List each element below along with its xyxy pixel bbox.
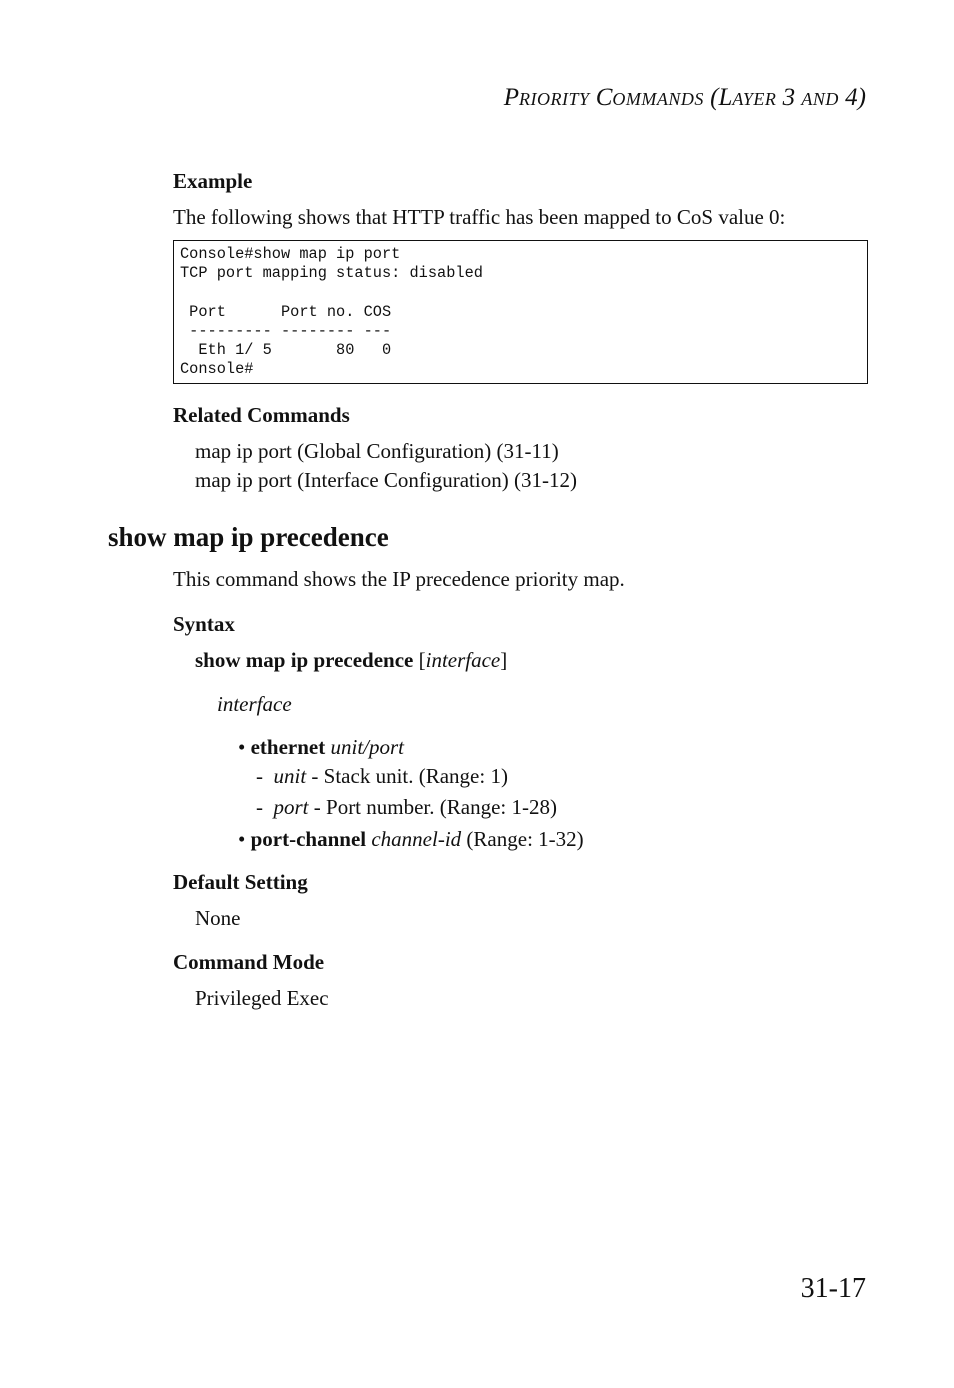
- header-word: RIORITY: [518, 89, 590, 109]
- sub-item-desc: - Stack unit. (Range: 1): [306, 764, 508, 788]
- section-title: show map ip precedence: [108, 522, 389, 552]
- code-example: [173, 240, 868, 384]
- related-command-item: map ip port (Interface Configuration) (31-12): [195, 468, 577, 492]
- header-word: P: [503, 84, 519, 111]
- header-word: 4): [845, 84, 866, 111]
- bullet-ethernet: [238, 735, 404, 760]
- example-heading: Example: [173, 169, 253, 193]
- ethernet-keyword: ethernet: [250, 735, 326, 759]
- related-command-item: map ip port (Global Configuration) (31-11): [195, 439, 559, 463]
- running-header: [504, 84, 866, 112]
- sub-item-port: [256, 795, 557, 820]
- port-channel-range: (Range: 1-32): [466, 827, 584, 851]
- dash-mark: -: [256, 764, 263, 788]
- syntax-command: show map ip precedence: [195, 648, 414, 672]
- header-word: OMMANDS: [612, 89, 704, 109]
- dash-mark: -: [256, 795, 263, 819]
- bullet-mark: •: [238, 735, 246, 759]
- default-setting-heading: Default Setting: [173, 870, 308, 894]
- ethernet-args: unit/port: [330, 735, 405, 759]
- port-channel-arg: channel-id: [371, 827, 462, 851]
- code-text: Console#show map ip port TCP port mapping status: disabled Port Port no. COS --------- -------- --- Eth 1/ 5 80 0 Console#: [180, 245, 483, 379]
- header-word: AYER: [732, 89, 777, 109]
- param-label: interface: [217, 692, 292, 716]
- port-channel-keyword: port-channel: [250, 827, 367, 851]
- syntax-line: [195, 648, 507, 673]
- related-commands-heading: Related Commands: [173, 403, 350, 427]
- bullet-port-channel: [238, 827, 584, 852]
- sub-item-desc: - Port number. (Range: 1-28): [308, 795, 557, 819]
- syntax-param: interface: [425, 648, 501, 672]
- section-description: This command shows the IP precedence priority map.: [173, 567, 625, 591]
- bullet-mark: •: [238, 827, 246, 851]
- bracket-open: [: [418, 648, 426, 672]
- default-setting-value: None: [195, 906, 241, 930]
- header-word: 3: [782, 84, 796, 111]
- sub-item-unit: [256, 764, 508, 789]
- command-mode-heading: Command Mode: [173, 950, 325, 974]
- sub-item-name: port: [273, 795, 309, 819]
- page-number: 31-17: [800, 1273, 866, 1304]
- header-word: AND: [801, 89, 839, 109]
- command-mode-value: Privileged Exec: [195, 986, 329, 1010]
- bracket-close: ]: [500, 648, 508, 672]
- syntax-heading: Syntax: [173, 612, 235, 636]
- header-word: C: [595, 84, 613, 111]
- example-intro: The following shows that HTTP traffic has been mapped to CoS value 0:: [173, 205, 786, 229]
- header-word: (L: [710, 84, 733, 111]
- sub-item-name: unit: [273, 764, 307, 788]
